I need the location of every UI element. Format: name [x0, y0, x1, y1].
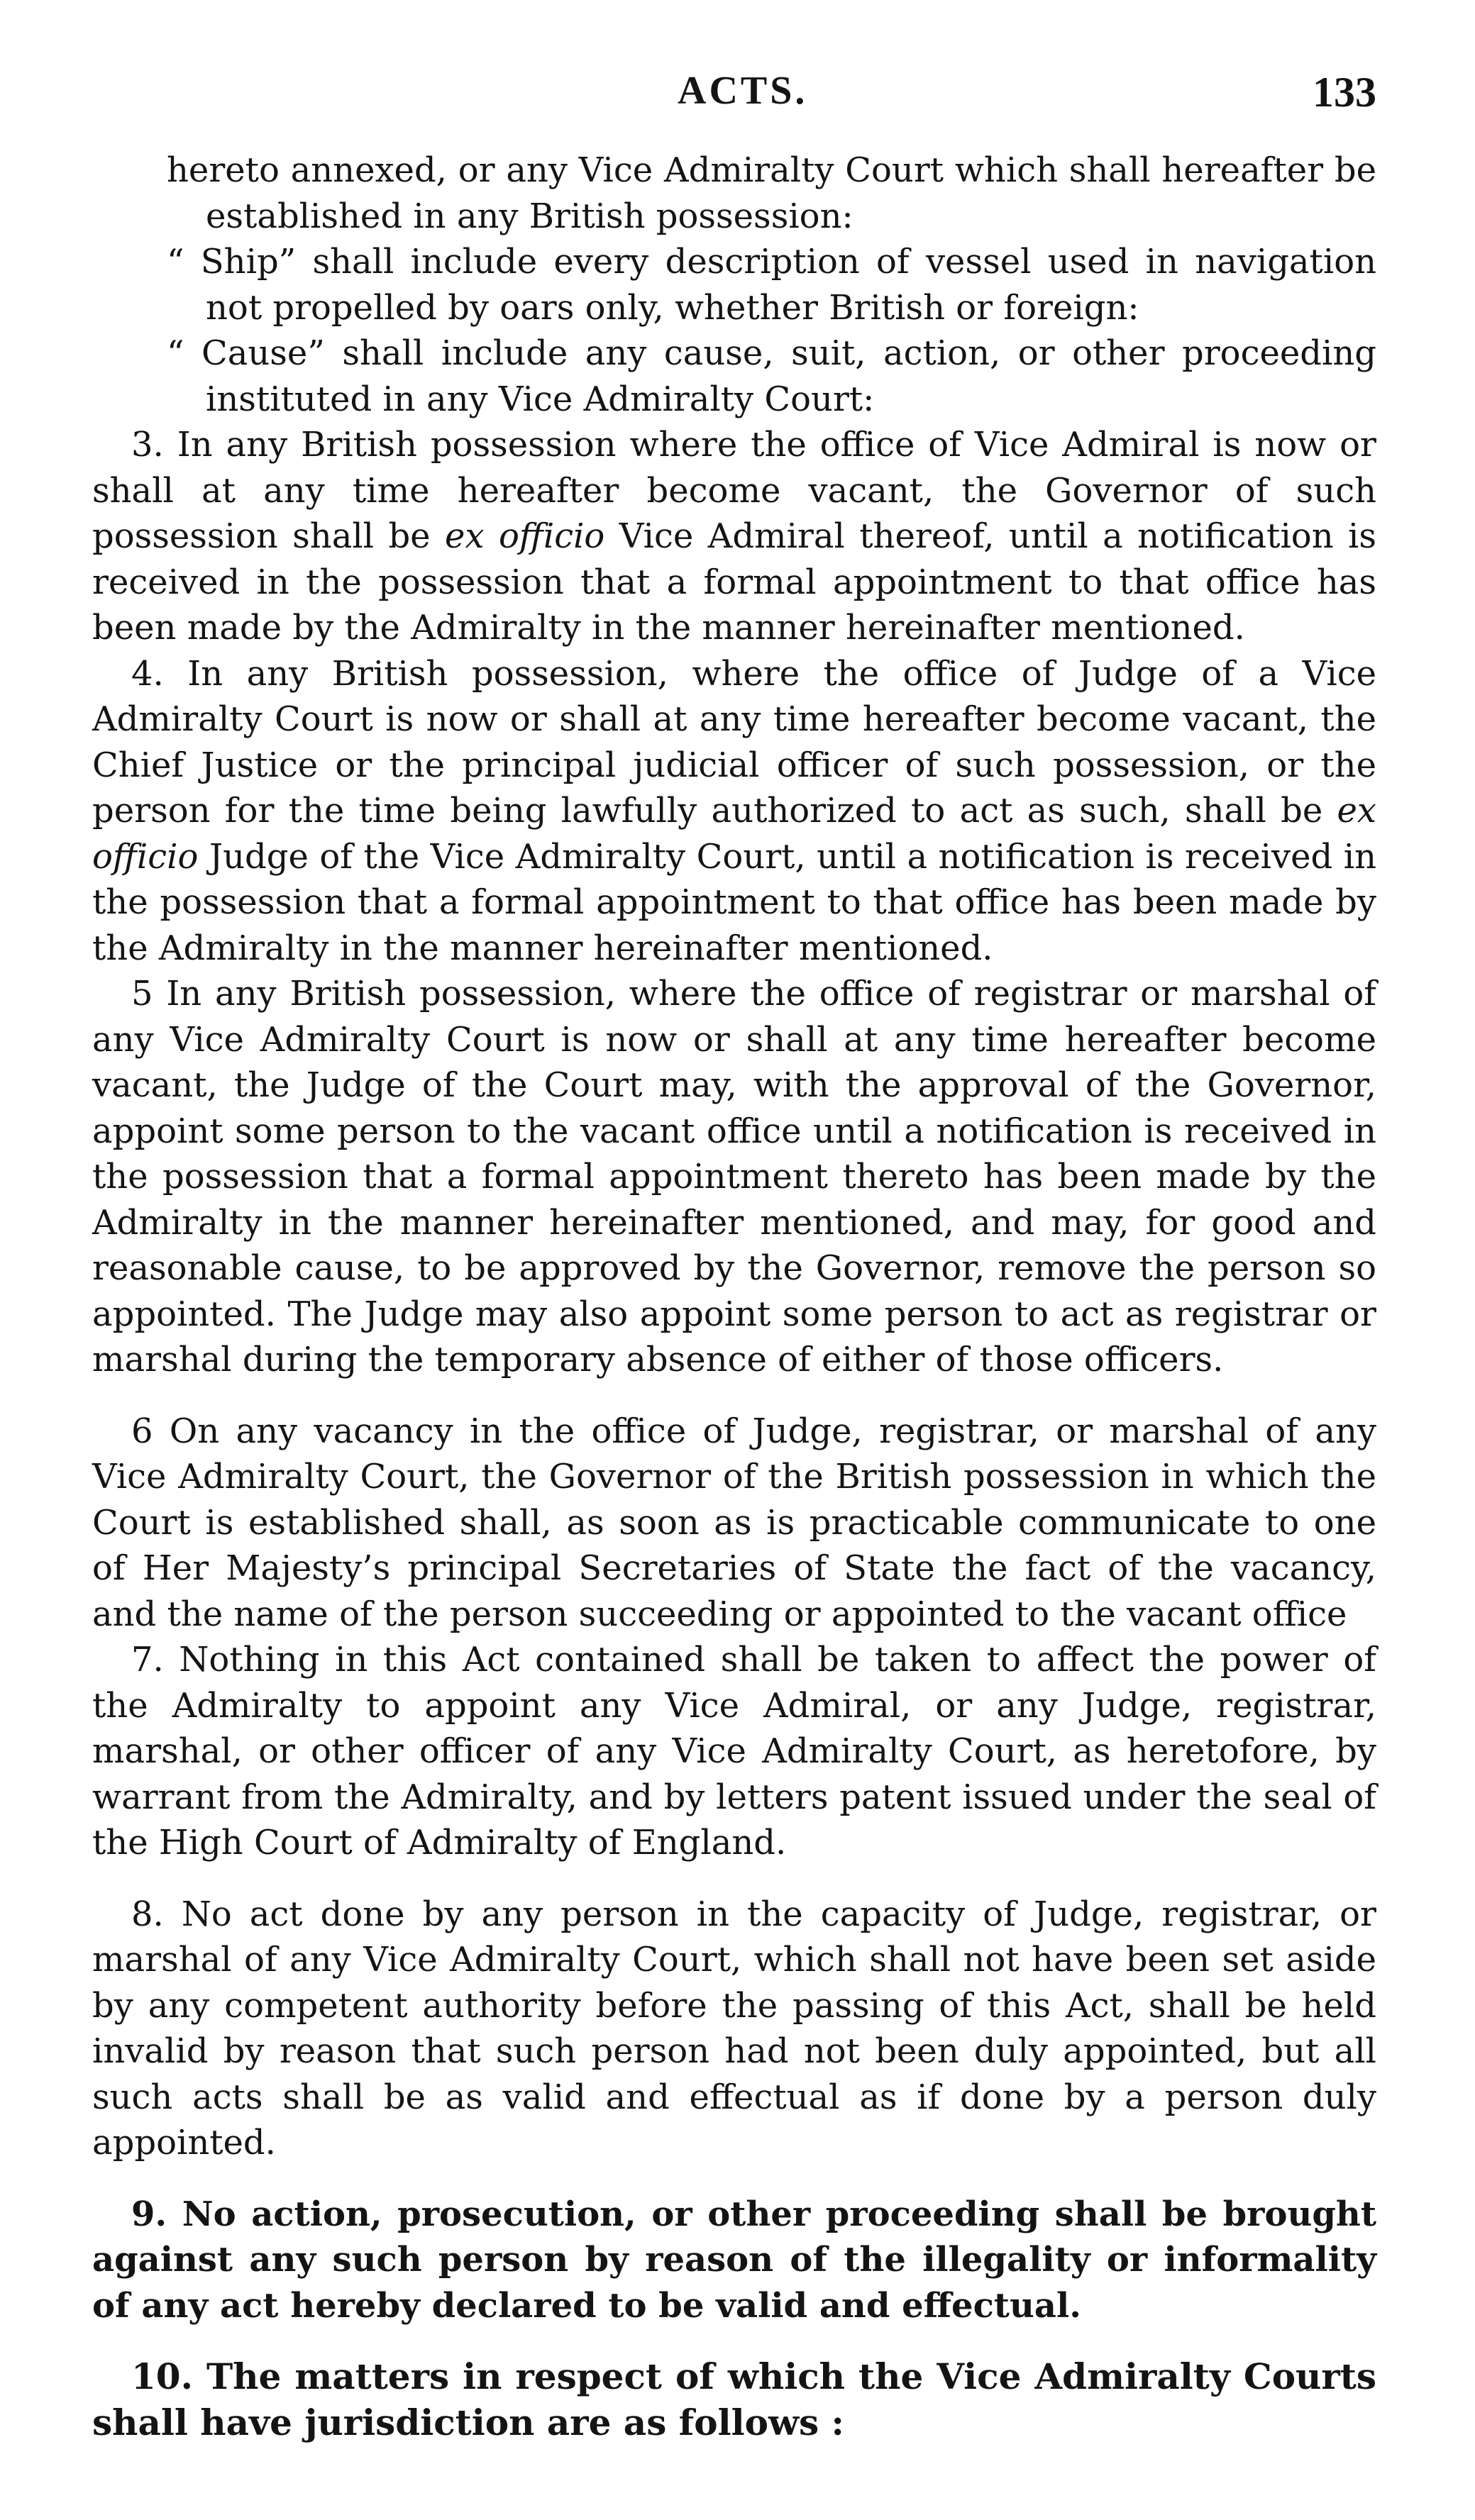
running-header — [0, 68, 1475, 125]
section-7: 7. Nothing in this Act contained shall be taken to affect the power of the Admiralty to appoint any Vice Admiral, or any Judge, registrar, marshal, or other officer of any Vice Admiralty Court, as heretofore, by warrant from the Admiralty, and by letters patent issued under the seal of the High Court of Admiralty of England. — [92, 1640, 1376, 1863]
section-6: 6 On any vacancy in the office of Judge, registrar, or marshal of any Vice Admiralty Court, the Governor of the British possession in which the Court is established shall, as soon as is practicable communicate to one of Her Majesty’s principal Secretaries of State the fact of the vacancy, and the name of the person succeeding or appointed to the vacant office — [92, 1411, 1376, 1634]
section-4: 4. In any British possession, where the office of Judge of a Vice Admiralty Court is now or shall at any time hereafter become vacant, the Chief Justice or the principal judicial officer of such possession, or the person for the time being lawfully authorized to act as such, shall be ex officio Judge of the Vice Admiralty Court, until a notification is received in the possession that a formal appointment to that office has been made by the Admiralty in the manner hereinafter mentioned. — [92, 653, 1376, 968]
body-text — [92, 148, 1376, 2446]
definition-cause: “ Cause” shall include any cause, suit, action, or other proceeding instituted in any Vice Admiralty Court: — [167, 333, 1376, 419]
definition-ship: “ Ship” shall include every description of vessel used in navigation not propelled by oars only, whether British or foreign: — [167, 242, 1376, 328]
latin-phrase: ex officio — [445, 516, 605, 556]
section-8: 8. No act done by any person in the capacity of Judge, registrar, or marshal of any Vice Admiralty Court, which shall not have been set aside by any competent authority before the passing of this Act, shall be held invalid by reason that such person had not been duly appointed, but all such acts shall be as valid and effectual as if done by a person duly appointed. — [92, 1894, 1376, 2163]
section-5: 5 In any British possession, where the office of registrar or marshal of any Vice Admiralty Court is now or shall at any time hereafter become vacant, the Judge of the Court may, with the approval of the Governor, appoint some person to the vacant office until a notification is received in the possession that a formal appointment thereto has been made by the Admiralty in the manner hereinafter mentioned, and may, for good and reasonable cause, to be approved by the Governor, remove the person so appointed. The Judge may also appoint some person to act as registrar or marshal during the temporary absence of either of those officers. — [92, 974, 1376, 1380]
page-number: 133 — [1313, 69, 1376, 116]
running-title: ACTS. — [678, 69, 808, 113]
section-3: 3. In any British possession where the office of Vice Admiral is now or shall at any time hereafter become vacant, the Governor of such possession shall be ex officio Vice Admiral thereof, until a notification is received in the possession that a formal appointment to that office has been made by the Admiralty in the manner hereinafter mentioned. — [92, 425, 1377, 648]
definition-continuation: hereto annexed, or any Vice Admiralty Court which shall hereafter be established in any British possession: — [167, 150, 1376, 236]
latin-phrase: ex officio — [92, 791, 1376, 877]
section-9: 9. No action, prosecution, or other proceeding shall be brought against any such person by reason of the illegality or informality of any act hereby declared to be valid and effectual. — [92, 2194, 1376, 2326]
section-10: 10. The matters in respect of which the Vice Admiralty Courts shall have jurisdiction are as follows : — [92, 2355, 1376, 2443]
